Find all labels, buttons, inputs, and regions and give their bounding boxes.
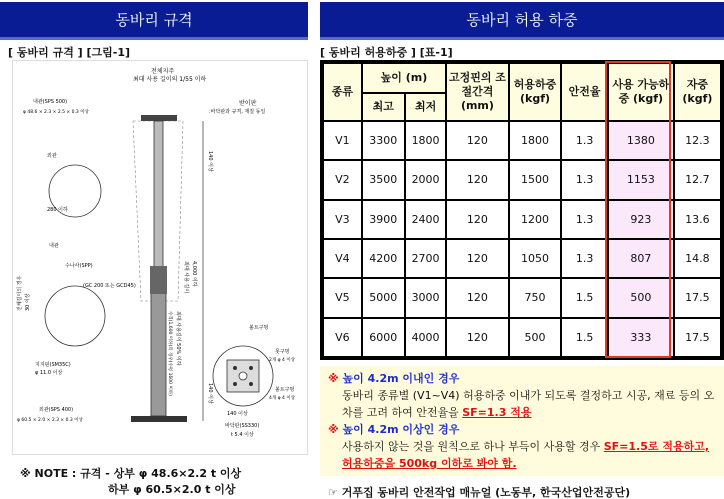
label-plate-a: 받이판: [239, 100, 257, 107]
label-top-b: 최대 사용 길이의 1/55 이하: [133, 76, 207, 83]
cell-usable: 1380: [609, 122, 673, 159]
cell-min: 4000: [406, 319, 445, 356]
label-bolt-spec: 4개 φ 4 이상: [269, 396, 296, 401]
cell-max: 6000: [363, 319, 404, 356]
note1-mark: ※: [328, 372, 339, 385]
header-sf: 안전율: [562, 64, 606, 120]
note2-body: [328, 438, 716, 472]
cell-allow: 500: [510, 319, 561, 356]
cell-allow: 1800: [510, 122, 561, 159]
label-bottom-len: 수직(1,600 이하)의 경우(수평 1600 이하): [167, 311, 172, 396]
label-pin: 내관: [49, 243, 59, 249]
note1-body: [328, 387, 716, 421]
table-row: [324, 201, 720, 238]
label-gc: (GC 200 또는 GCD45): [83, 283, 136, 289]
left-panel-title: 동바리 규격: [115, 11, 193, 29]
cell-allow: 1200: [510, 201, 561, 238]
note2-red-text: SF=1.5로 적용하고, 허용하중을 500kg 이하로 봐야 함.: [342, 440, 710, 470]
right-panel-header: [320, 2, 724, 40]
label-len-140: 140 이상: [207, 151, 213, 172]
cell-type: V3: [324, 201, 361, 238]
cell-usable: 923: [609, 201, 673, 238]
cell-adjust: 120: [447, 319, 507, 356]
table-row: [324, 161, 720, 198]
cell-weight: 12.7: [675, 161, 720, 198]
cell-adjust: 120: [447, 279, 507, 316]
header-min: 최저: [406, 94, 445, 120]
cell-min: 2400: [406, 201, 445, 238]
cell-type: V5: [324, 279, 361, 316]
label-side-b: 30 이상: [25, 293, 31, 311]
table-row: [324, 240, 720, 277]
cell-type: V1: [324, 122, 361, 159]
allowable-load-table: [322, 62, 722, 358]
support-diagram-svg: [13, 61, 309, 456]
cell-usable: 807: [609, 240, 673, 277]
cell-max: 4200: [363, 240, 404, 277]
cell-max: 3500: [363, 161, 404, 198]
note1-head-text: 높이 4.2m 이내인 경우: [342, 372, 460, 385]
thread-collar: [150, 266, 167, 294]
table-row: [324, 279, 720, 316]
cell-max: 5000: [363, 279, 404, 316]
cell-allow: 1050: [510, 240, 561, 277]
left-panel-header: [0, 2, 308, 40]
cell-min: 2000: [406, 161, 445, 198]
cell-weight: 17.5: [675, 279, 720, 316]
cell-weight: 14.8: [675, 240, 720, 277]
header-type: 종류: [324, 64, 361, 120]
header-allow: 허용하중 (kgf): [510, 64, 561, 120]
left-caption: [ 동바리 규격 ] [그림-1]: [8, 46, 131, 59]
table-row: [324, 122, 720, 159]
note2-head-text: 높이 4.2m 이상인 경우: [342, 423, 460, 436]
cell-allow: 750: [510, 279, 561, 316]
header-max: 최고: [363, 94, 404, 120]
cell-max: 3300: [363, 122, 404, 159]
cell-min: 3000: [406, 279, 445, 316]
label-max-len: 최대 사용 길이: [183, 261, 189, 294]
cell-sf: 1.3: [562, 161, 606, 198]
label-plate-b: :바닥판과 규격, 재질 동일: [209, 109, 266, 115]
reference-line: ☞ 거푸집 동바리 안전작업 매뉴얼 (노동부, 한국산업안전공단): [328, 486, 631, 499]
cell-max: 3900: [363, 201, 404, 238]
label-nail-spec: 2개 φ 4 이상: [269, 358, 296, 363]
cell-type: V4: [324, 240, 361, 277]
note2-mark: ※: [328, 423, 339, 436]
header-usable: 사용 가능하중 (kgf): [609, 64, 673, 120]
cell-sf: 1.5: [562, 319, 606, 356]
cell-sf: 1.3: [562, 122, 606, 159]
cell-adjust: 120: [447, 122, 507, 159]
label-base-spec: t 5.4 이상: [231, 432, 254, 438]
note1-heading: [328, 370, 716, 387]
cell-sf: 1.3: [562, 240, 606, 277]
table-row: [324, 319, 720, 356]
label-max-sleeve: 최대 사용길이 50% 이하: [175, 311, 181, 366]
support-spec-diagram: [12, 60, 308, 455]
label-top-a: 전체지주: [151, 68, 175, 75]
spec-note-line1: ※ NOTE : 규격 - 상부 φ 48.6×2.2 t 이상: [20, 467, 242, 480]
label-inner: 내관(SPS 500): [33, 99, 68, 105]
cell-adjust: 120: [447, 240, 507, 277]
cell-usable: 500: [609, 279, 673, 316]
cell-adjust: 120: [447, 201, 507, 238]
cell-type: V2: [324, 161, 361, 198]
cell-adjust: 120: [447, 161, 507, 198]
note2-body-text: 사용하지 않는 것을 원칙으로 하나 부득이 사용할 경우: [342, 440, 601, 453]
label-hole: 볼트구멍: [249, 325, 269, 331]
outer-tube: [151, 291, 166, 416]
label-socket-spec: φ 11.0 이상: [35, 370, 63, 376]
label-outer: 외관(SPS 400): [39, 407, 74, 413]
label-nail: 못구멍: [275, 349, 290, 355]
label-bolt: 볼트구멍: [275, 387, 295, 393]
note2-heading: [328, 421, 716, 438]
cell-min: 1800: [406, 122, 445, 159]
inner-tube: [154, 121, 163, 291]
note1-body-text: 동바리 종류별 (V1~V4) 허용하중 이내가 되도록 결정하고 시공, 재료 등의 오차를 고려 하여 안전율을: [342, 389, 715, 419]
cell-weight: 12.3: [675, 122, 720, 159]
header-adjust: 고정핀의 조절간격 (mm): [447, 64, 507, 120]
label-support-pin: 수나사(SPP): [65, 263, 93, 269]
cell-weight: 13.6: [675, 201, 720, 238]
label-base: 바닥판(SS330): [225, 423, 260, 429]
cell-weight: 17.5: [675, 319, 720, 356]
label-dim-140b: 140 이상: [227, 411, 248, 417]
label-socket: 지지핀(SM35C): [35, 362, 71, 368]
label-outer-spec: φ 60.5 × 2.0 × 2.3 × 0.3 이상: [17, 418, 83, 423]
spec-note-line2: 하부 φ 60.5×2.0 t 이상: [108, 483, 236, 496]
cell-usable: 1153: [609, 161, 673, 198]
top-plate: [141, 115, 177, 121]
label-dim-280: 280 이하: [47, 207, 68, 213]
header-height: 높이 (m): [363, 64, 446, 92]
label-inner-spec: φ 48.6 × 2.3 × 2.5 × 0.3 이상: [23, 110, 89, 115]
cell-sf: 1.5: [562, 279, 606, 316]
label-dim-140: 140 이상: [207, 383, 213, 404]
spec-note: [20, 466, 241, 498]
notes-box: [320, 366, 724, 476]
load-table-container: [320, 60, 724, 360]
header-weight: 자중 (kgf): [675, 64, 720, 120]
label-outer-tube: 외관: [47, 153, 57, 159]
cell-sf: 1.3: [562, 201, 606, 238]
cell-type: V6: [324, 319, 361, 356]
cell-min: 2700: [406, 240, 445, 277]
cell-allow: 1500: [510, 161, 561, 198]
base-plate: [131, 416, 187, 422]
right-caption: [ 동바리 허용하중 ] [표-1]: [320, 46, 453, 59]
label-side-a: 전체길이의 경우: [17, 275, 23, 311]
note1-red-text: SF=1.3 적용: [462, 406, 532, 419]
right-panel-title: 동바리 허용 하중: [466, 11, 578, 29]
label-len-4000: 4,000 이하: [191, 261, 197, 287]
detail-circle-mid: [45, 286, 105, 346]
cell-usable: 333: [609, 319, 673, 356]
